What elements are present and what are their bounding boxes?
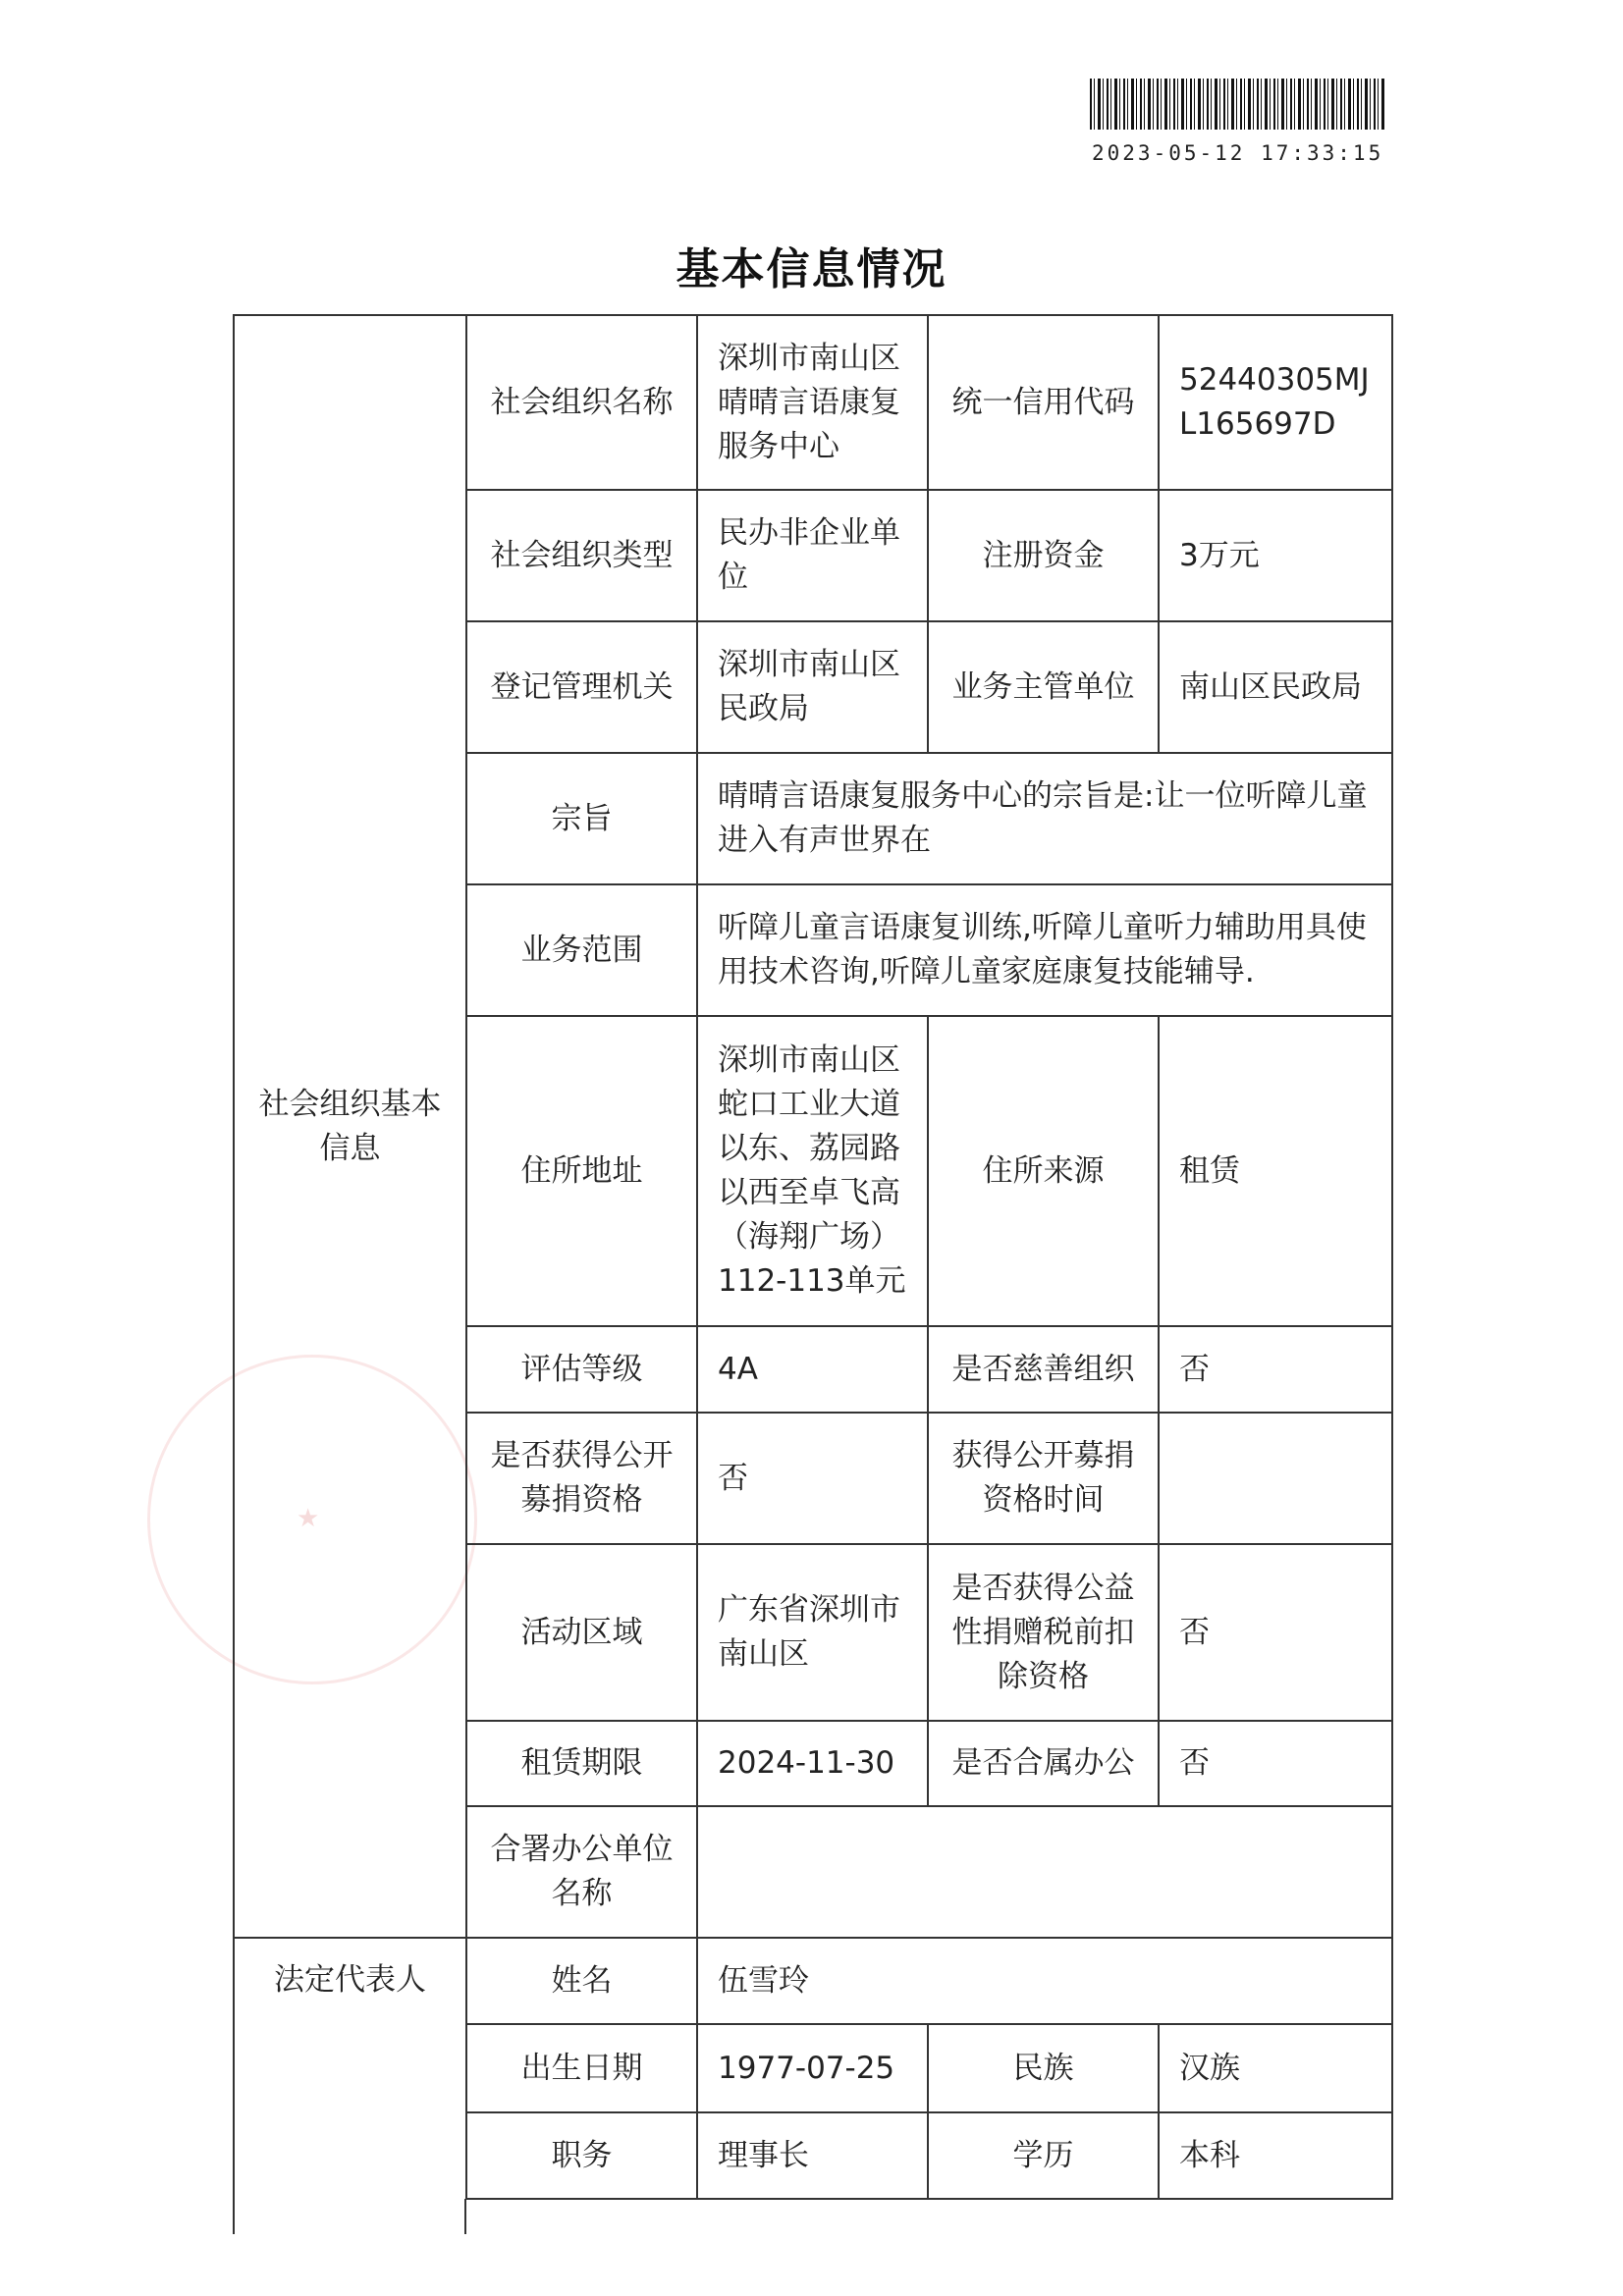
charity-value: 否 [1159, 1326, 1392, 1413]
table-row [234, 315, 1392, 490]
lease-value: 2024-11-30 [697, 1721, 928, 1806]
fundraise-time-value [1159, 1413, 1392, 1544]
tax-label: 是否获得公益性捐赠税前扣除资格 [928, 1544, 1159, 1721]
seal-star-icon: ★ [297, 1504, 320, 1533]
barcode [1090, 79, 1384, 130]
area-value: 广东省深圳市南山区 [697, 1544, 928, 1721]
basic-info-table [233, 314, 1393, 2200]
position-value: 理事长 [697, 2112, 928, 2199]
section-label-org-basic-info: 社会组织基本信息 [234, 315, 466, 1938]
position-label: 职务 [466, 2112, 697, 2199]
education-label: 学历 [928, 2112, 1159, 2199]
education-value: 本科 [1159, 2112, 1392, 2199]
supervisor-value: 南山区民政局 [1159, 621, 1392, 753]
org-name-label: 社会组织名称 [466, 315, 697, 490]
purpose-value: 晴晴言语康复服务中心的宗旨是:让一位听障儿童进入有声世界在 [697, 753, 1392, 884]
ethnicity-value: 汉族 [1159, 2024, 1392, 2112]
org-type-label: 社会组织类型 [466, 490, 697, 621]
tax-value: 否 [1159, 1544, 1392, 1721]
supervisor-label: 业务主管单位 [928, 621, 1159, 753]
fundraise-label: 是否获得公开募捐资格 [466, 1413, 697, 1544]
purpose-label: 宗旨 [466, 753, 697, 884]
credit-code-value: 52440305MJL165697D [1159, 315, 1392, 490]
rating-label: 评估等级 [466, 1326, 697, 1413]
fundraise-time-label: 获得公开募捐资格时间 [928, 1413, 1159, 1544]
table-row [234, 1938, 1392, 2024]
shared-office-value: 否 [1159, 1721, 1392, 1806]
address-label: 住所地址 [466, 1016, 697, 1326]
reg-authority-value: 深圳市南山区民政局 [697, 621, 928, 753]
table-continuation-line [464, 2199, 466, 2234]
address-source-value: 租赁 [1159, 1016, 1392, 1326]
ethnicity-label: 民族 [928, 2024, 1159, 2112]
capital-value: 3万元 [1159, 490, 1392, 621]
reg-authority-label: 登记管理机关 [466, 621, 697, 753]
birth-value: 1977-07-25 [697, 2024, 928, 2112]
charity-label: 是否慈善组织 [928, 1326, 1159, 1413]
print-timestamp: 2023-05-12 17:33:15 [1092, 141, 1384, 165]
shared-office-label: 是否合属办公 [928, 1721, 1159, 1806]
credit-code-label: 统一信用代码 [928, 315, 1159, 490]
shared-unit-value [697, 1806, 1392, 1938]
table-continuation-line [233, 2199, 235, 2234]
rep-name-label: 姓名 [466, 1938, 697, 2024]
capital-label: 注册资金 [928, 490, 1159, 621]
fundraise-value: 否 [697, 1413, 928, 1544]
rep-name-value: 伍雪玲 [697, 1938, 1392, 2024]
rating-value: 4A [697, 1326, 928, 1413]
shared-unit-label: 合署办公单位名称 [466, 1806, 697, 1938]
scope-value: 听障儿童言语康复训练,听障儿童听力辅助用具使用技术咨询,听障儿童家庭康复技能辅导. [697, 884, 1392, 1016]
org-type-value: 民办非企业单位 [697, 490, 928, 621]
address-value: 深圳市南山区蛇口工业大道以东、荔园路以西至卓飞高（海翔广场）112-113单元 [697, 1016, 928, 1326]
address-source-label: 住所来源 [928, 1016, 1159, 1326]
area-label: 活动区域 [466, 1544, 697, 1721]
scope-label: 业务范围 [466, 884, 697, 1016]
section-label-legal-rep: 法定代表人 [234, 1938, 466, 2199]
birth-label: 出生日期 [466, 2024, 697, 2112]
org-name-value: 深圳市南山区晴晴言语康复服务中心 [697, 315, 928, 490]
page-title: 基本信息情况 [676, 244, 947, 294]
lease-label: 租赁期限 [466, 1721, 697, 1806]
